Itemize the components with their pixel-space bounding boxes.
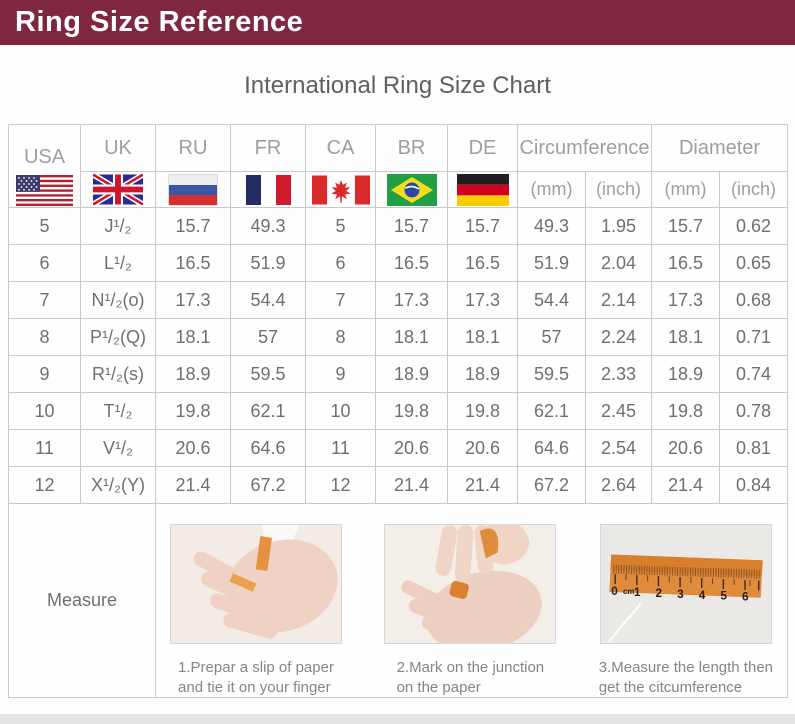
flag-ca-icon <box>306 172 376 208</box>
size-cell-usa: 8 <box>9 319 81 356</box>
size-cell-circ_inch: 2.33 <box>586 356 652 393</box>
size-cell-circ_inch: 2.24 <box>586 319 652 356</box>
size-cell-circ_mm: 51.9 <box>518 245 586 282</box>
size-cell-circ_inch: 2.54 <box>586 430 652 467</box>
size-cell-fr: 67.2 <box>231 467 306 504</box>
size-cell-de: 18.1 <box>448 319 518 356</box>
size-cell-circ_mm: 49.3 <box>518 208 586 245</box>
size-cell-dia_mm: 21.4 <box>652 467 720 504</box>
size-cell-circ_inch: 2.64 <box>586 467 652 504</box>
column-label-usa: USA <box>23 145 66 168</box>
table-row <box>9 282 788 319</box>
flag-ru-icon <box>156 172 231 208</box>
size-cell-de: 21.4 <box>448 467 518 504</box>
size-cell-br: 20.6 <box>376 430 448 467</box>
column-header-fr: FR <box>231 125 306 172</box>
size-cell-uk: T¹/₂ <box>81 393 156 430</box>
size-cell-ca: 7 <box>306 282 376 319</box>
size-cell-usa: 5 <box>9 208 81 245</box>
size-cell-br: 19.8 <box>376 393 448 430</box>
measure-content <box>156 504 788 698</box>
column-header-br: BR <box>376 125 448 172</box>
column-header-uk: UK <box>81 125 156 172</box>
size-cell-dia_inch: 0.62 <box>720 208 788 245</box>
size-cell-dia_mm: 19.8 <box>652 393 720 430</box>
size-cell-dia_mm: 18.9 <box>652 356 720 393</box>
size-cell-usa: 11 <box>9 430 81 467</box>
size-cell-br: 16.5 <box>376 245 448 282</box>
circumference-mm-header: (mm) <box>518 172 586 208</box>
svg-text:4: 4 <box>698 587 706 602</box>
column-header-ru: RU <box>156 125 231 172</box>
size-cell-br: 18.1 <box>376 319 448 356</box>
flag-br-icon <box>376 172 448 208</box>
table-row <box>9 208 788 245</box>
column-header-ca: CA <box>306 125 376 172</box>
size-cell-ca: 9 <box>306 356 376 393</box>
circumference-inch-header: (inch) <box>586 172 652 208</box>
table-row <box>9 430 788 467</box>
size-cell-usa: 7 <box>9 282 81 319</box>
size-cell-br: 21.4 <box>376 467 448 504</box>
measure-step-3-image <box>600 524 772 644</box>
size-cell-fr: 62.1 <box>231 393 306 430</box>
svg-text:2: 2 <box>655 585 662 600</box>
measure-label: Measure <box>9 504 156 698</box>
size-cell-uk: L¹/₂ <box>81 245 156 282</box>
measure-step-2 <box>384 524 556 697</box>
chart-subtitle: International Ring Size Chart <box>244 72 551 99</box>
diameter-mm-header: (mm) <box>652 172 720 208</box>
size-cell-circ_mm: 54.4 <box>518 282 586 319</box>
column-header-de: DE <box>448 125 518 172</box>
size-cell-uk: N¹/₂(o) <box>81 282 156 319</box>
size-cell-circ_inch: 2.04 <box>586 245 652 282</box>
svg-text:1: 1 <box>633 584 641 599</box>
size-cell-de: 19.8 <box>448 393 518 430</box>
size-cell-ca: 8 <box>306 319 376 356</box>
size-cell-br: 17.3 <box>376 282 448 319</box>
flag-de-icon <box>448 172 518 208</box>
size-cell-de: 20.6 <box>448 430 518 467</box>
measure-row <box>9 504 788 698</box>
size-cell-dia_mm: 15.7 <box>652 208 720 245</box>
size-cell-circ_mm: 67.2 <box>518 467 586 504</box>
size-table-body <box>9 208 788 504</box>
measure-step-2-image <box>384 524 556 644</box>
size-cell-fr: 54.4 <box>231 282 306 319</box>
measure-step-3 <box>599 524 773 697</box>
header-row-labels <box>9 125 788 172</box>
size-cell-dia_mm: 17.3 <box>652 282 720 319</box>
size-cell-circ_mm: 64.6 <box>518 430 586 467</box>
size-cell-de: 16.5 <box>448 245 518 282</box>
size-cell-br: 18.9 <box>376 356 448 393</box>
table-row <box>9 319 788 356</box>
measure-step-2-caption: 2.Mark on the junction on the paper <box>396 659 545 696</box>
size-cell-ca: 5 <box>306 208 376 245</box>
table-row <box>9 356 788 393</box>
size-cell-fr: 59.5 <box>231 356 306 393</box>
size-cell-de: 17.3 <box>448 282 518 319</box>
measure-step-1 <box>170 524 342 697</box>
size-cell-uk: R¹/₂(s) <box>81 356 156 393</box>
size-cell-br: 15.7 <box>376 208 448 245</box>
size-cell-dia_mm: 18.1 <box>652 319 720 356</box>
size-cell-usa: 10 <box>9 393 81 430</box>
size-cell-ru: 18.9 <box>156 356 231 393</box>
flag-uk-icon <box>81 172 156 208</box>
size-cell-fr: 49.3 <box>231 208 306 245</box>
size-cell-de: 18.9 <box>448 356 518 393</box>
svg-text:6: 6 <box>741 589 749 604</box>
size-cell-uk: V¹/₂ <box>81 430 156 467</box>
size-cell-ca: 11 <box>306 430 376 467</box>
size-cell-dia_inch: 0.74 <box>720 356 788 393</box>
size-cell-fr: 57 <box>231 319 306 356</box>
size-cell-fr: 64.6 <box>231 430 306 467</box>
size-cell-ca: 6 <box>306 245 376 282</box>
flag-usa-icon <box>9 171 80 206</box>
size-cell-dia_inch: 0.68 <box>720 282 788 319</box>
size-cell-ru: 15.7 <box>156 208 231 245</box>
size-cell-ca: 12 <box>306 467 376 504</box>
size-cell-usa: 6 <box>9 245 81 282</box>
size-cell-dia_mm: 20.6 <box>652 430 720 467</box>
svg-text:3: 3 <box>677 586 684 601</box>
size-cell-ca: 10 <box>306 393 376 430</box>
measure-step-1-image <box>170 524 342 644</box>
size-cell-usa: 12 <box>9 467 81 504</box>
size-cell-dia_inch: 0.81 <box>720 430 788 467</box>
header-row-flags-units <box>9 172 788 208</box>
size-cell-circ_inch: 2.45 <box>586 393 652 430</box>
column-header-usa <box>9 125 81 208</box>
size-cell-ru: 20.6 <box>156 430 231 467</box>
measure-step-1-caption: 1.Prepar a slip of paper and tie it on your finger <box>178 659 334 696</box>
size-cell-circ_inch: 2.14 <box>586 282 652 319</box>
column-header-circumference: Circumference <box>518 125 652 172</box>
size-cell-usa: 9 <box>9 356 81 393</box>
flag-fr-icon <box>231 172 306 208</box>
svg-text:5: 5 <box>720 588 727 603</box>
title-bar <box>0 0 795 45</box>
size-cell-dia_mm: 16.5 <box>652 245 720 282</box>
size-cell-circ_mm: 57 <box>518 319 586 356</box>
ring-size-table <box>8 124 788 698</box>
size-cell-ru: 19.8 <box>156 393 231 430</box>
size-cell-ru: 16.5 <box>156 245 231 282</box>
size-cell-uk: X¹/₂(Y) <box>81 467 156 504</box>
table-row <box>9 245 788 282</box>
column-header-diameter: Diameter <box>652 125 788 172</box>
size-cell-circ_mm: 59.5 <box>518 356 586 393</box>
size-cell-ru: 18.1 <box>156 319 231 356</box>
svg-text:cm: cm <box>622 586 635 596</box>
table-row <box>9 467 788 504</box>
size-cell-dia_inch: 0.84 <box>720 467 788 504</box>
bottom-band <box>0 714 795 724</box>
page-title: Ring Size Reference <box>15 6 304 38</box>
size-cell-ru: 21.4 <box>156 467 231 504</box>
size-cell-ru: 17.3 <box>156 282 231 319</box>
size-cell-dia_inch: 0.78 <box>720 393 788 430</box>
size-cell-circ_inch: 1.95 <box>586 208 652 245</box>
size-cell-circ_mm: 62.1 <box>518 393 586 430</box>
size-cell-uk: P¹/₂(Q) <box>81 319 156 356</box>
svg-text:0: 0 <box>611 583 618 598</box>
size-cell-de: 15.7 <box>448 208 518 245</box>
size-cell-fr: 51.9 <box>231 245 306 282</box>
size-cell-uk: J¹/₂ <box>81 208 156 245</box>
diameter-inch-header: (inch) <box>720 172 788 208</box>
size-cell-dia_inch: 0.65 <box>720 245 788 282</box>
size-cell-dia_inch: 0.71 <box>720 319 788 356</box>
table-row <box>9 393 788 430</box>
measure-step-3-caption: 3.Measure the length then get the citcumference <box>598 659 774 696</box>
